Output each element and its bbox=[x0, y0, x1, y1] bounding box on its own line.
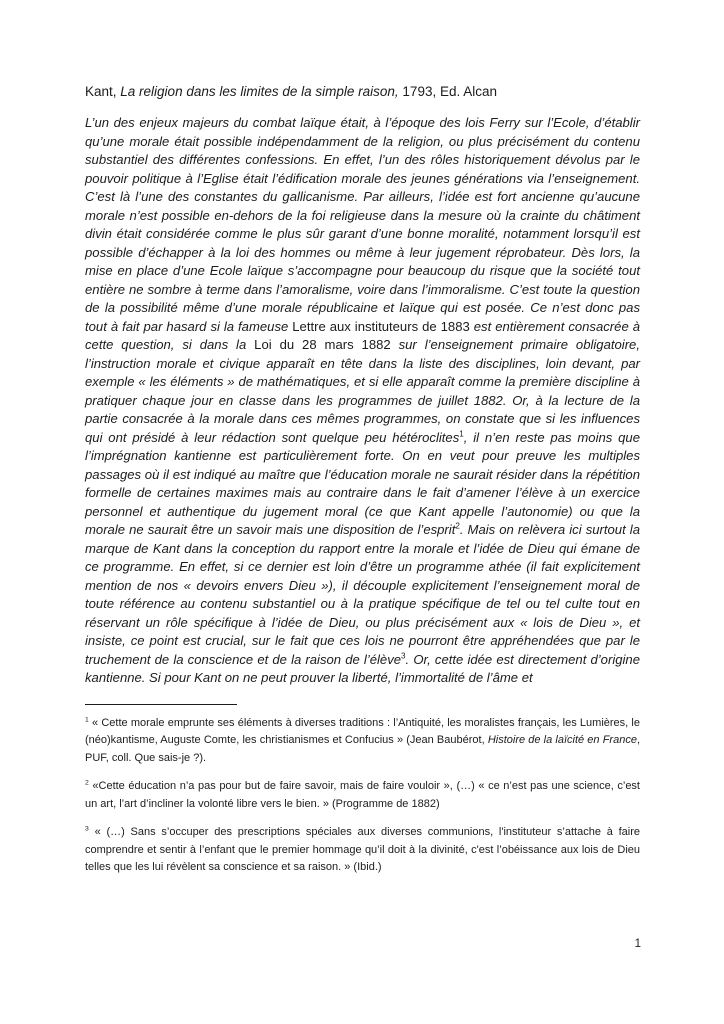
footnote-reference: 1 bbox=[459, 429, 464, 439]
text-segment: La religion dans les limites de la simple raison, bbox=[120, 84, 399, 99]
text-segment: L’un des enjeux majeurs du combat laïque était, à l’époque des lois Ferry sur l’Ecole, d’établir qu’une morale était possible indépendamment de la religion, ou plus précisément du contenu substantiel des différentes confessions. En effet, l’un des rôles historiquement dévolus par le pouvoir politique à l’Eglise était l’édification morale des jeunes générations via l’enseignement. C’est là l’une des constantes du gallicanisme. Par ailleurs, l’idée est fort ancienne qu’aucune morale n’est possible en-dehors de la foi religieuse dans la mesure où la crainte du châtiment divin était considérée comme le plus sûr garant d’une bonne moralité, notamment lorsqu’il est possible d’échapper à la loi des hommes ou même à leur jugement réprobateur. Dès lors, la mise en place d’une Ecole laïque s’accompagne pour beaucoup du risque que la société tout entière ne sombre à terme dans l’amoralisme, voire dans l’immoralisme. C’est toute la question de la possibilité même d’une morale républicaine et laïque qui est posée. Ce n’est donc pas tout à fait par hasard si la fameuse bbox=[85, 115, 640, 334]
footnote-reference: 3 bbox=[85, 825, 89, 833]
body-paragraph bbox=[85, 114, 640, 688]
text-segment: , il n’en reste pas moins que l’imprégnation kantienne est particulièrement forte. On en veut pour preuve les multiples passages où il est indiqué au maître que l’éducation morale ne saurait résider dans la répétition formelle de certaines maximes mais au contraire dans le fait d’amener l’élève à un exercice personnel et authentique du jugement moral (ce que Kant appelle l’autonomie) ou que la morale ne saurait être un savoir mais une disposition de l’esprit bbox=[85, 429, 640, 537]
footnote-2 bbox=[85, 778, 640, 813]
text-segment: , PUF, coll. Que sais-je ?). bbox=[85, 734, 640, 764]
footnote-separator bbox=[85, 704, 237, 705]
text-segment: Histoire de la laïcité en France bbox=[487, 734, 637, 746]
text-segment: « Cette morale emprunte ses éléments à diverses traditions : l’Antiquité, les moralistes français, les Lumières, le (néo)kantisme, Auguste Comte, les christianismes et Confucius » (Jean Baubérot, bbox=[85, 716, 640, 746]
text-segment: . Or, cette idée est directement d’origine kantienne. Si pour Kant on ne peut prouver la liberté, l’immortalité de l’âme et bbox=[85, 651, 640, 685]
footnote-reference: 1 bbox=[85, 715, 89, 723]
footnote-3 bbox=[85, 824, 640, 877]
document-title bbox=[85, 82, 640, 101]
text-segment: Kant, bbox=[85, 84, 121, 99]
text-segment: sur l’enseignement primaire obligatoire, l’instruction morale et civique apparaît en tête dans la liste des disciplines, loin devant, par exemple « les éléments » de mathématiques, et si elle apparaît comme la première discipline à pratiquer chaque jour en classe dans les programmes de juillet 1882. Or, à la lecture de la partie consacrée à la morale dans ces mêmes programmes, on constate que si les influences qui ont présidé à leur rédaction sont quelque peu hétéroclites bbox=[85, 337, 640, 445]
text-segment: Lettre aux instituteurs de 1883 bbox=[292, 318, 470, 334]
text-segment: «Cette éducation n’a pas pour but de faire savoir, mais de faire vouloir », (…) « ce n’est pas une science, c’est un art, l’art d’incliner la volonté libre vers le bien. » (Programme de 1882) bbox=[85, 780, 640, 810]
footnote-reference: 2 bbox=[455, 521, 460, 531]
page-number: 1 bbox=[634, 938, 641, 950]
text-segment: Loi du 28 mars 1882 bbox=[254, 337, 391, 352]
footnote-1 bbox=[85, 715, 640, 768]
footnote-reference: 2 bbox=[85, 779, 89, 787]
text-segment: 1793, Ed. Alcan bbox=[398, 84, 497, 99]
text-segment: est entièrement consacrée à cette question, si dans la bbox=[85, 318, 640, 352]
text-segment: . Mais on relèvera ici surtout la marque de Kant dans la conception du rapport entre la morale et l’idée de Dieu qui émane de ce programme. En effet, si ce dernier est loin d’être un programme athée (il fait explicitement mention de nos « devoirs envers Dieu »), il découple explicitement l’enseignement moral de toute référence au contenu substantiel ou à la pratique spécifique de tel ou tel culte tout en réservant un rôle spécifique à l’idée de Dieu, ou plus précisément aux « lois de Dieu », et insiste, ce point est crucial, sur le fait que ces lois ne pourront être appréhendées que par le truchement de la conscience et de la raison de l’élève bbox=[85, 522, 640, 667]
footnote-reference: 3 bbox=[401, 651, 406, 661]
text-segment: « (…) Sans s’occuper des prescriptions spéciales aux diverses communions, l'instituteur s’attache à faire comprendre et sentir à l’enfant que le premier hommage qu’il doit à la divinité, c'est l’obéissance aux lois de Dieu telles que les lui révèlent sa conscience et sa raison. » (Ibid.) bbox=[85, 826, 640, 873]
